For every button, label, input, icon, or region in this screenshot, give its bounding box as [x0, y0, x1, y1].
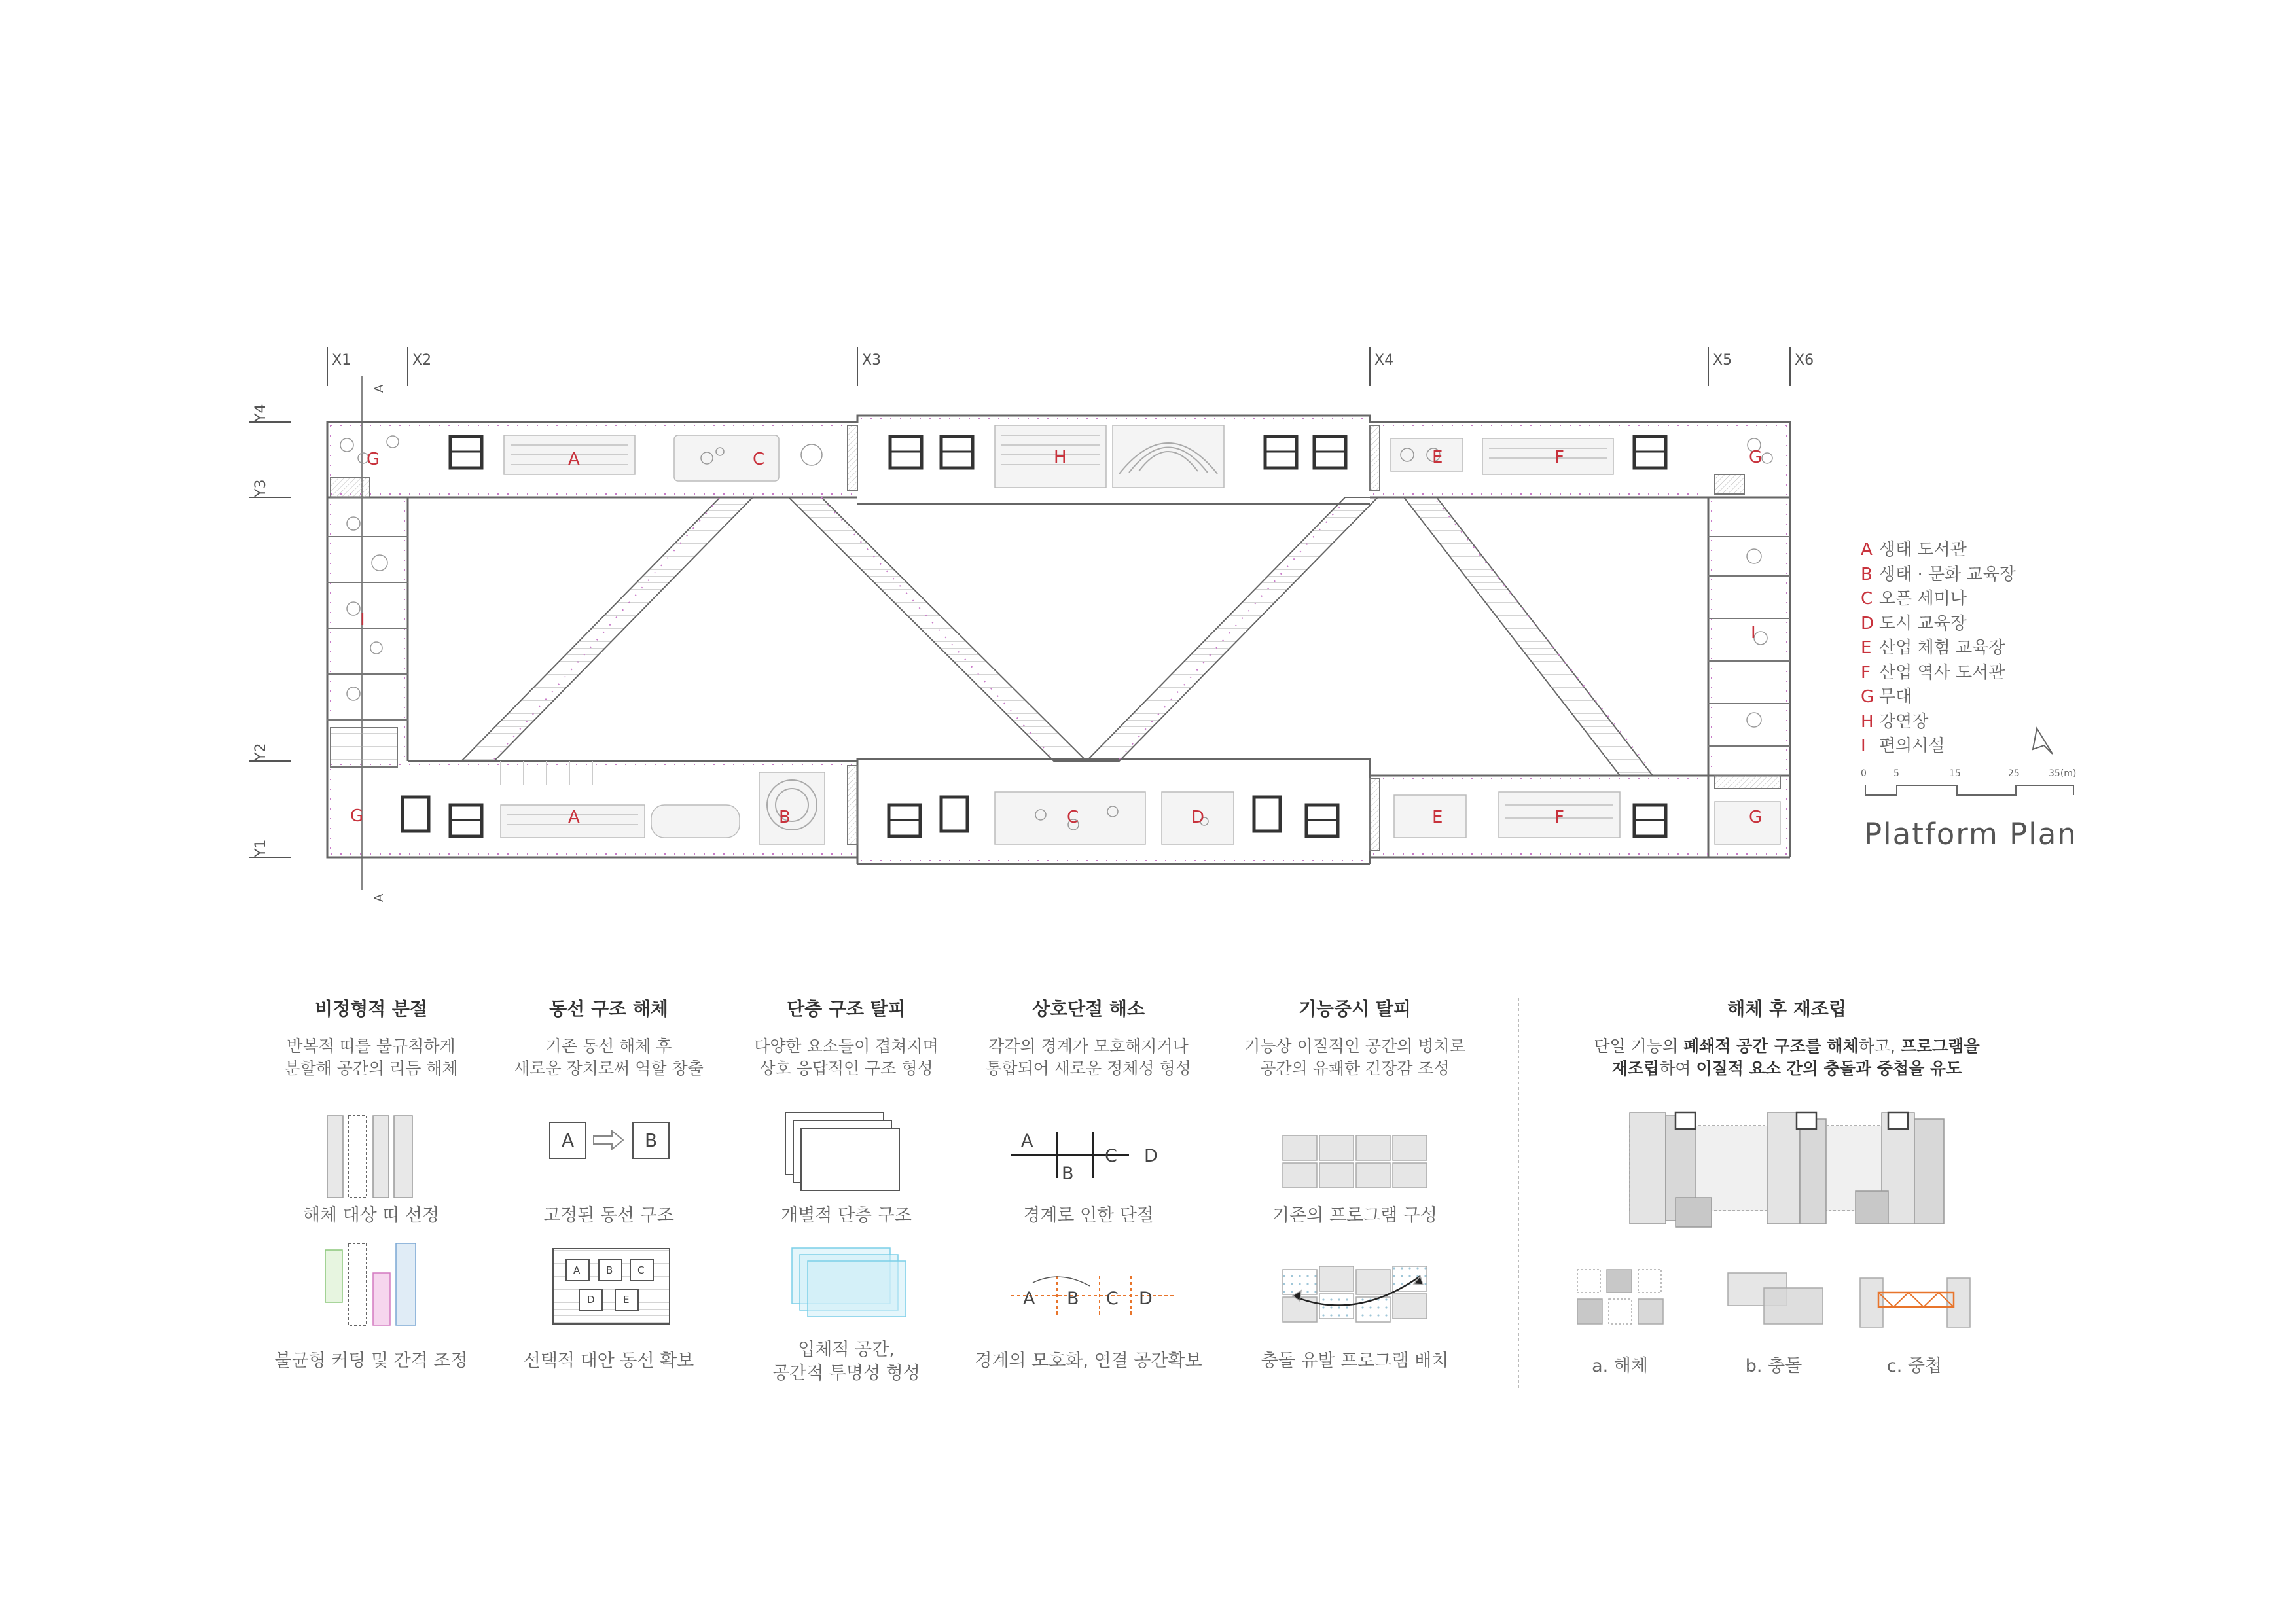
concept-title: 단층 구조 탈피	[787, 998, 906, 1020]
diagram-alternative-circulation	[553, 1249, 670, 1324]
diagram-letter-b: B	[606, 1264, 613, 1276]
scale-tick: 25	[2008, 768, 2020, 779]
diagram-letter-c: C	[1105, 1146, 1117, 1166]
concept-desc-line: 기존 동선 해체 후	[545, 1037, 672, 1056]
concept-function-escape	[1227, 995, 1482, 1080]
grid-label-x1: X1	[332, 352, 351, 368]
left-corridor	[327, 425, 1790, 851]
furniture-zones	[501, 425, 1780, 844]
zone-letter: D	[1191, 808, 1205, 827]
reassembly-small-diagrams	[1577, 1270, 1970, 1327]
diagram-single-layers	[785, 1113, 899, 1190]
diagram-letter-e: E	[623, 1294, 630, 1306]
concept-title: 비정형적 분절	[314, 998, 428, 1020]
zone-letter: H	[1054, 448, 1067, 467]
diagram-letter-a: A	[562, 1130, 575, 1151]
legend-item: F 산업 역사 도서관	[1861, 662, 2005, 683]
concept-desc-line: 기능상 이질적인 공간의 병치로	[1244, 1037, 1465, 1056]
grid-label-y4: Y4	[253, 404, 269, 422]
grid-label-y1: Y1	[253, 839, 269, 857]
concept-desc-line: 각각의 경계가 모호해지거나	[988, 1037, 1189, 1056]
section-label-bottom: A	[372, 893, 386, 902]
grid-label-x4: X4	[1374, 352, 1394, 368]
concept-title: 해체 후 재조립	[1727, 998, 1846, 1020]
diagram-caption: 경계로 인한 단절	[1023, 1205, 1154, 1226]
reassembly-desc: 단일 기능의 폐쇄적 공간 구조를 해체하고, 프로그램을 재조립하여 이질적 요소 간의 충돌과 중첩을 유도	[1594, 1037, 1980, 1078]
scale-tick: 15	[1949, 768, 1961, 779]
concept-desc-line: 새로운 장치로써 역할 창출	[514, 1059, 704, 1078]
program-legend	[1861, 538, 2016, 759]
legend-item: H 강연장	[1861, 711, 1929, 732]
concept-title: 동선 구조 해체	[549, 998, 668, 1020]
plant-symbols	[340, 436, 1772, 830]
legend-item: G 무대	[1861, 687, 1912, 707]
diagram-letter-b: B	[645, 1130, 658, 1151]
diagram-caption: 개별적 단층 구조	[781, 1205, 912, 1226]
diagram-letter-b: B	[1067, 1289, 1079, 1309]
ramp-2	[789, 497, 1086, 761]
scale-tick: 35(m)	[2049, 768, 2077, 779]
diagram-strips-select	[327, 1116, 412, 1198]
zone-letter: I	[1751, 623, 1756, 643]
diagram-letter-a: A	[1023, 1289, 1035, 1309]
concept-title: 기능중시 탈피	[1298, 998, 1412, 1020]
concept-circulation-dismantle	[481, 995, 736, 1080]
reassembly-label: a. 해체	[1592, 1356, 1648, 1376]
concept-desc-line: 공간의 유쾌한 긴장감 조성	[1260, 1059, 1450, 1078]
diagram-letter-d: D	[1139, 1289, 1153, 1309]
zone-letter: E	[1432, 808, 1443, 827]
section-label-top: A	[372, 384, 386, 393]
concept-desc-line: 다양한 요소들이 겹쳐지며	[754, 1037, 939, 1056]
diagram-boundary-blurred	[1011, 1276, 1175, 1315]
scale-bar	[1865, 785, 2073, 795]
diagram-boundary-split	[1011, 1131, 1158, 1184]
north-arrow-icon	[2033, 728, 2053, 754]
diagram-letter-d: D	[587, 1294, 595, 1306]
diagram-letter-c: C	[1106, 1289, 1119, 1309]
zone-letter: E	[1432, 448, 1443, 467]
legend-item: D 도시 교육장	[1861, 613, 1967, 633]
legend-item: A 생태 도서관	[1861, 540, 1967, 560]
zone-letter: F	[1554, 808, 1564, 827]
diagram-strips-uneven	[325, 1243, 416, 1325]
zone-letter: A	[568, 450, 580, 469]
diagram-caption: 선택적 대안 동선 확보	[523, 1351, 694, 1371]
scale-tick: 5	[1893, 768, 1899, 779]
diagram-letter-b: B	[1062, 1164, 1074, 1184]
zone-letter: C	[753, 450, 765, 469]
scale-tick: 0	[1861, 768, 1867, 779]
zone-letter: A	[568, 808, 580, 827]
grid-label-x6: X6	[1795, 352, 1814, 368]
reassembly-label: b. 충돌	[1745, 1356, 1803, 1376]
diagram-collision-program	[1283, 1266, 1427, 1322]
ramp-3	[1086, 497, 1378, 761]
grid-label-x2: X2	[412, 352, 432, 368]
core-stair-lines	[450, 452, 1666, 820]
zone-letter: C	[1067, 808, 1079, 827]
reassembly-axonometric	[1630, 1113, 1944, 1227]
concept-desc-line: 상호 응답적인 구조 형성	[759, 1059, 933, 1078]
zone-letter: G	[350, 806, 364, 826]
amphitheater-arcs	[767, 443, 1217, 830]
diagram-program-grid	[1283, 1135, 1427, 1188]
grid-label-x3: X3	[862, 352, 882, 368]
diagram-caption: 고정된 동선 구조	[543, 1205, 674, 1226]
legend-item: E 산업 체험 교육장	[1861, 638, 2005, 658]
concept-disconnection-resolve	[961, 995, 1216, 1080]
concept-single-layer-escape	[719, 995, 974, 1080]
diagram-letter-c: C	[637, 1264, 645, 1276]
concept-desc-line: 통합되어 새로운 정체성 형성	[986, 1059, 1191, 1078]
grid-label-y2: Y2	[253, 743, 269, 761]
diagram-letter-a: A	[1021, 1131, 1033, 1151]
diagram-caption: 입체적 공간, 공간적 투명성 형성	[772, 1340, 920, 1383]
legend-item: B 생태 · 문화 교육장	[1861, 564, 2016, 584]
diagram-volumetric-layers	[792, 1248, 906, 1317]
zone-letter: G	[1749, 448, 1763, 467]
grid-label-x5: X5	[1713, 352, 1732, 368]
grid-label-y3: Y3	[253, 479, 269, 497]
zone-letter: B	[779, 808, 791, 827]
ramp-4	[1404, 497, 1653, 776]
diagram-caption: 경계의 모호화, 연결 공간확보	[975, 1351, 1202, 1371]
concept-desc-line: 분할해 공간의 리듬 해체	[284, 1059, 458, 1078]
reassembly-label: c. 중첩	[1886, 1356, 1943, 1376]
concept-desc-line: 반복적 띠를 불규칙하게	[287, 1037, 456, 1056]
diagram-caption: 충돌 유발 프로그램 배치	[1261, 1351, 1449, 1371]
plan-title: Platform Plan	[1864, 817, 2077, 851]
legend-item: C 오픈 세미나	[1861, 589, 1967, 609]
diagram-caption: 해체 대상 띠 선정	[302, 1205, 440, 1226]
ramp-1	[461, 497, 753, 761]
diagram-caption: 불균형 커팅 및 간격 조정	[274, 1351, 468, 1371]
zone-letter: G	[1749, 808, 1763, 827]
zone-letter: F	[1554, 448, 1564, 467]
diagram-caption: 기존의 프로그램 구성	[1272, 1205, 1437, 1226]
diagonal-ramps	[461, 497, 1653, 776]
concept-irregular-segmentation	[243, 995, 499, 1080]
zone-letter: I	[360, 610, 365, 630]
concept-title: 상호단절 해소	[1031, 998, 1145, 1020]
furniture-lines	[501, 435, 1613, 825]
diagram-letter-a: A	[573, 1264, 581, 1276]
diagram-letter-d: D	[1144, 1146, 1158, 1166]
legend-item: I 편의시설	[1861, 736, 1945, 756]
zone-letter: G	[367, 450, 380, 469]
concept-reassembly	[1558, 995, 2016, 1080]
diagram-fixed-circulation	[550, 1122, 669, 1158]
